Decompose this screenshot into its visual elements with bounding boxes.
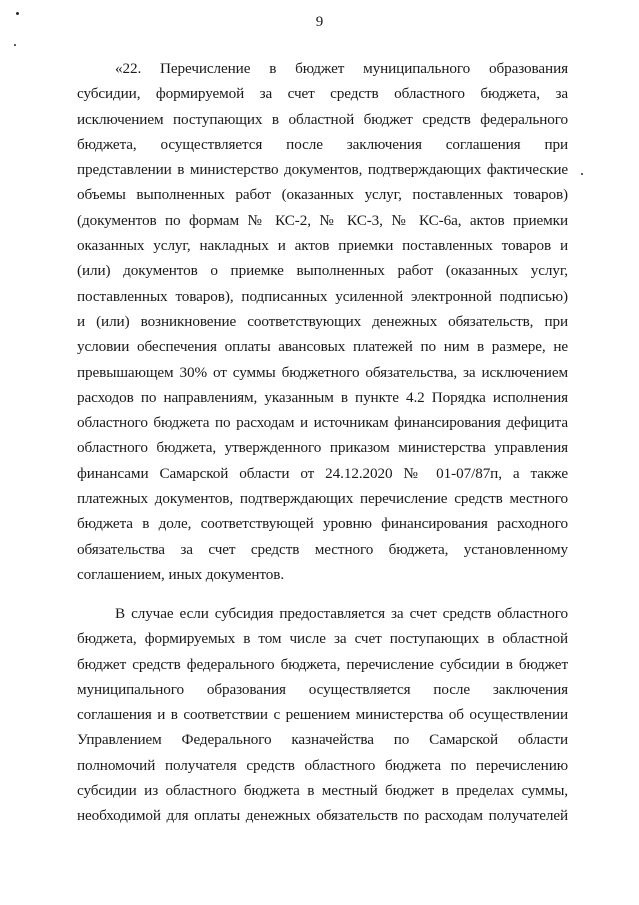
text-line: бюджета, формируемых в том числе за счет поступающих в областной (77, 630, 568, 648)
text-line: и (или) возникновение соответствующих денежных обязательств, при (77, 312, 568, 330)
text-line: представлении в министерство документов, подтверждающих фактические (77, 161, 568, 179)
text-line: субсидии из областного бюджета в местный бюджет в пределах суммы, (77, 782, 568, 800)
text-line: В случае если субсидия предоставляется за счет средств областного (115, 605, 568, 622)
text-line: необходимой для оплаты денежных обязательств по расходам получателей (77, 807, 568, 825)
text-line: полномочий получателя средств областного бюджета по перечислению (77, 756, 568, 774)
text-line: (документов по формам № КС-2, № КС-3, № КС-6а, актов приемки (77, 211, 568, 229)
text-line: условии обеспечения оплаты авансовых платежей по ним в размере, не (77, 338, 568, 356)
text-line: бюджета в доле, соответствующей уровню финансирования расходного (77, 515, 568, 533)
text-line: объемы выполненных работ (оказанных услуг, поставленных товаров) (77, 186, 568, 204)
text-line: областного бюджета по расходам и источникам финансирования дефицита (77, 414, 568, 432)
paragraph-1 (77, 56, 568, 587)
scan-speck (14, 44, 16, 46)
text-line: поставленных товаров), подписанных усиленной электронной подписью) (77, 287, 568, 305)
text-line: соглашения и в соответствии с решением министерства об осуществлении (77, 706, 568, 724)
text-line: (или) документов о приемке выполненных работ (оказанных услуг, (77, 262, 568, 280)
text-line: муниципального образования осуществляется после заключения (77, 680, 568, 698)
text-line: финансами Самарской области от 24.12.2020 № 01-07/87п, а также (77, 464, 568, 482)
text-line: платежных документов, подтверждающих перечисление средств местного (77, 490, 568, 508)
scan-speck (581, 173, 583, 175)
text-line: оказанных услуг, накладных и актов приемки поставленных товаров и (77, 237, 568, 255)
text-line: превышающем 30% от суммы бюджетного обязательства, за исключением (77, 363, 568, 381)
paragraph-2 (77, 601, 568, 829)
text-line: расходов по направлениям, указанным в пункте 4.2 Порядка исполнения (77, 388, 568, 406)
text-line: «22. Перечисление в бюджет муниципального образования (115, 60, 568, 77)
page-number: 9 (315, 14, 324, 30)
text-line: бюджет средств федерального бюджета, перечисление субсидии в бюджет (77, 655, 568, 673)
text-line: исключением поступающих в областной бюджет средств федерального (77, 110, 568, 128)
text-line: бюджета, осуществляется после заключения соглашения при (77, 135, 568, 153)
text-line: Управлением Федерального казначейства по Самарской области (77, 731, 568, 749)
text-line: субсидии, формируемой за счет средств областного бюджета, за (77, 85, 568, 103)
text-line: соглашением, иных документов. (77, 565, 285, 583)
text-line: обязательства за счет средств местного бюджета, установленному (77, 540, 568, 558)
text-line: областного бюджета, утвержденного приказом министерства управления (77, 439, 568, 457)
